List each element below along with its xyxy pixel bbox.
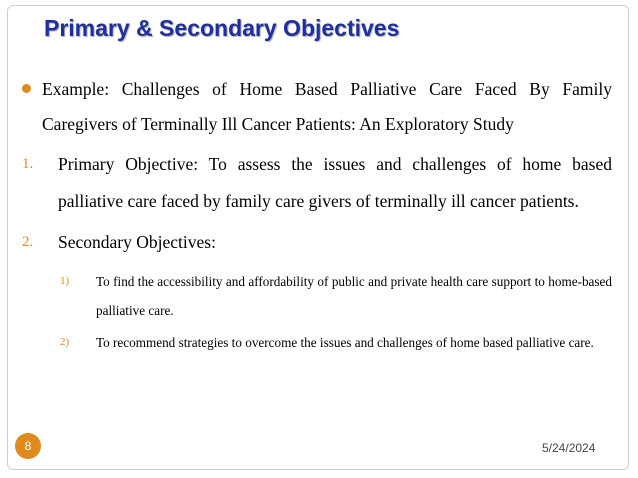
example-text: Example: Challenges of Home Based Palliative Care Faced By Family Caregivers of Terminally Ill Cancer Patients: An Exploratory Study: [42, 79, 612, 134]
secondary-objectives-heading: Secondary Objectives:: [58, 232, 216, 252]
sub-list-text: To recommend strategies to overcome the issues and challenges of home based palliative care.: [96, 335, 594, 350]
slide-title: Primary & Secondary Objectives: [44, 15, 400, 41]
sub-list-item: [22, 267, 612, 325]
example-bullet: [22, 72, 612, 142]
list-item-secondary-objectives: [22, 224, 612, 261]
bullet-dot-icon: [22, 84, 31, 93]
page-number-badge: 8: [15, 433, 41, 459]
primary-objective-text: Primary Objective: To assess the issues and challenges of home based palliative care faced by family care givers of terminally ill cancer patients.: [58, 154, 612, 211]
sub-list-marker: 2): [60, 336, 70, 348]
sub-list-text: To find the accessibility and affordability of public and private health care support to home-based palliative care.: [96, 274, 612, 318]
slide-date: 5/24/2024: [542, 441, 596, 455]
sub-list-item: [22, 328, 612, 357]
list-marker: 2.: [22, 234, 34, 250]
list-marker: 1.: [22, 156, 34, 172]
list-item-primary-objective: [22, 146, 612, 220]
sub-list-marker: 1): [60, 275, 70, 287]
slide-content: [22, 72, 612, 360]
secondary-objectives-list: [22, 267, 612, 357]
